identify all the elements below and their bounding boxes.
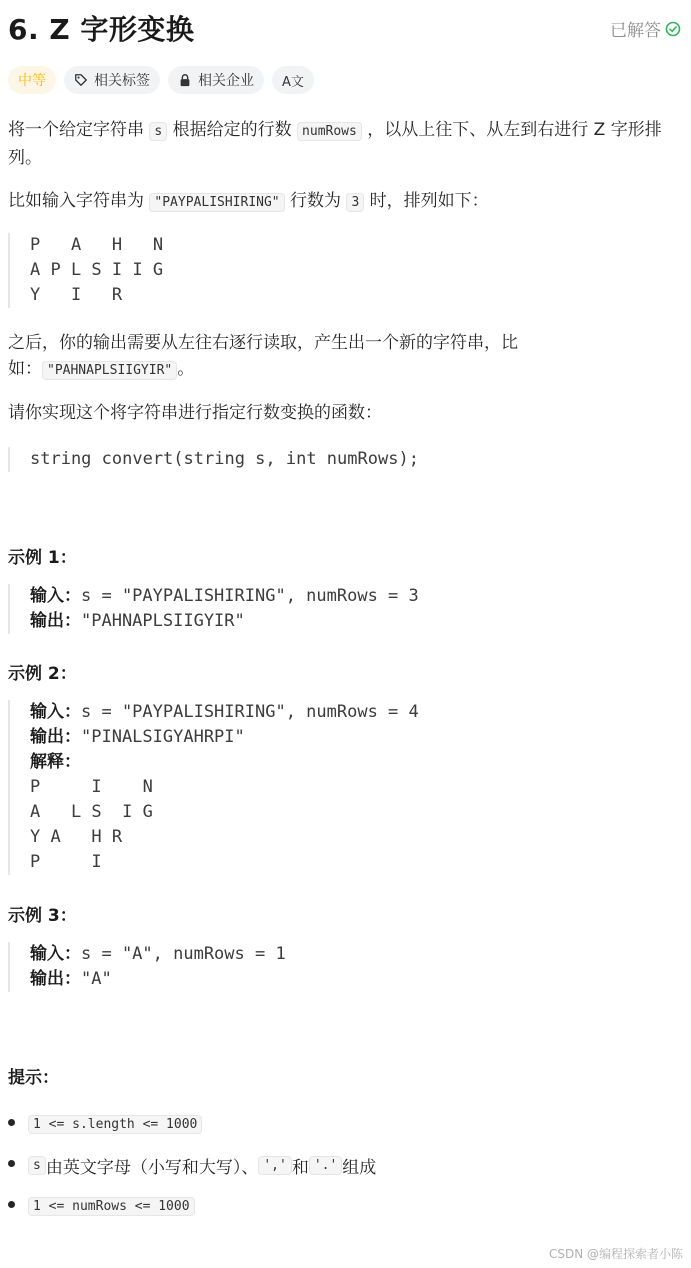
- list-item: [8, 1104, 376, 1145]
- list-item: s 由英文字母（小写和大写）、 ',' 和 '.' 组成: [8, 1145, 376, 1186]
- bullet: [8, 1119, 15, 1126]
- related-companies-label: 相关企业: [198, 73, 254, 89]
- translate-button[interactable]: [272, 66, 314, 94]
- description-paragraph-1: 将一个给定字符串 s 根据给定的行数 numRows ，以从上往下、从左到右进行 Z 字形排 列。: [8, 120, 662, 168]
- example-1-block: 输入：s = "PAYPALISHIRING", numRows = 3 输出："PAHNAPLSIIGYIR": [8, 584, 419, 634]
- list-item: [8, 1186, 376, 1227]
- check-circle-icon: [665, 21, 681, 37]
- solved-label: 已解答: [610, 21, 661, 41]
- inline-code: numRows: [297, 122, 362, 141]
- inline-code: "PAYPALISHIRING": [149, 193, 284, 212]
- lock-icon: [178, 73, 192, 87]
- description-paragraph-3: 之后，你的输出需要从左往右逐行读取，产生出一个新的字符串，比 如： "PAHNAPLSIIGYIR" 。: [8, 333, 518, 379]
- inline-code: s: [28, 1156, 46, 1175]
- inline-code: 1 <= numRows <= 1000: [28, 1197, 195, 1216]
- related-tags-label: 相关标签: [94, 73, 150, 89]
- zigzag-example-block: P A H N A P L S I I G Y I R: [8, 233, 163, 308]
- inline-code: ',': [258, 1156, 291, 1175]
- page-title: 6. Z 字形变换: [8, 13, 195, 46]
- inline-code: 1 <= s.length <= 1000: [28, 1115, 202, 1134]
- related-tags-button[interactable]: [64, 66, 160, 94]
- description-paragraph-2: 比如输入字符串为 "PAYPALISHIRING" 行数为 3 时，排列如下：: [8, 191, 489, 211]
- solved-status: [610, 16, 681, 41]
- difficulty-badge[interactable]: 中等: [8, 66, 56, 94]
- hints-title: 提示：: [8, 1068, 59, 1088]
- translate-icon: A文: [282, 74, 304, 90]
- description-paragraph-4: 请你实现这个将字符串进行指定行数变换的函数：: [8, 403, 382, 423]
- tag-icon: [74, 73, 88, 87]
- inline-code: 3: [346, 193, 364, 212]
- bullet: [8, 1201, 15, 1208]
- inline-code: s: [149, 122, 167, 141]
- inline-code: '.': [309, 1156, 342, 1175]
- example-3-block: 输入：s = "A", numRows = 1 输出："A": [8, 942, 286, 992]
- hints-list: [8, 1104, 376, 1227]
- example-2-block: 输入：s = "PAYPALISHIRING", numRows = 4 输出："PINALSIGYAHRPI" 解释： P I N A L S I G Y A H R P I: [8, 700, 419, 875]
- watermark: CSDN @编程探索者小陈: [548, 1247, 683, 1261]
- example-1-title: 示例 1：: [8, 548, 77, 568]
- function-signature-block: string convert(string s, int numRows);: [8, 447, 419, 472]
- bullet: [8, 1160, 15, 1167]
- example-3-title: 示例 3：: [8, 906, 77, 926]
- tag-bar: [8, 66, 314, 94]
- example-2-title: 示例 2：: [8, 664, 77, 684]
- inline-code: "PAHNAPLSIIGYIR": [42, 361, 177, 380]
- related-companies-button[interactable]: [168, 66, 264, 94]
